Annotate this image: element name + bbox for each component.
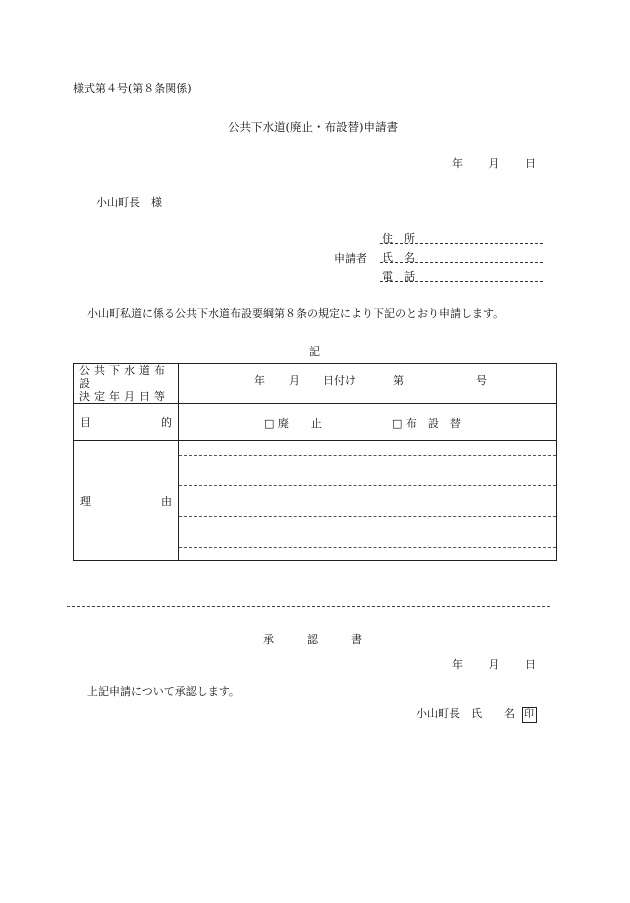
applicant-label: 申請者 (334, 252, 367, 265)
option-abolish-checkbox[interactable]: □ 廃 止 (264, 417, 322, 430)
ki-heading: 記 (309, 345, 320, 358)
row1-dai: 第 (393, 374, 404, 387)
reason-label-b: 由 (161, 494, 172, 508)
decision-date-label-line1: 公共下水道布設 (79, 364, 169, 390)
reason-row (74, 441, 557, 561)
reason-field[interactable] (179, 441, 557, 561)
decision-date-row (74, 364, 557, 404)
approval-text: 上記申請について承認します。 (87, 685, 240, 698)
purpose-field (179, 404, 557, 441)
phone-field[interactable] (380, 281, 543, 282)
application-table (73, 363, 557, 561)
date-month: 月 (488, 157, 500, 170)
reason-line-2 (179, 485, 556, 486)
reason-line-3 (179, 516, 556, 517)
approval-day: 日 (525, 658, 536, 671)
date-line (452, 155, 536, 171)
form-number: 様式第４号(第８条関係) (73, 82, 192, 95)
decision-date-field[interactable] (179, 364, 557, 404)
approval-year: 年 (452, 658, 463, 671)
row1-day: 日付け (323, 374, 356, 387)
date-year: 年 (452, 157, 463, 170)
reason-line-4 (179, 547, 556, 548)
date-day: 日 (525, 157, 536, 170)
reason-label (74, 441, 179, 561)
document-title: 公共下水道(廃止・布設替)申請書 (228, 120, 398, 134)
phone-label: 電 話 (382, 270, 415, 283)
row1-go: 号 (476, 374, 487, 387)
approval-title: 承 認 書 (263, 633, 362, 646)
name-label: 氏 名 (382, 251, 415, 264)
purpose-label (74, 404, 179, 441)
address-field[interactable] (380, 243, 543, 244)
decision-date-label-line2: 決定年月日等 (79, 390, 169, 403)
approval-month: 月 (488, 658, 500, 671)
cut-line (67, 606, 550, 607)
approval-signer (416, 705, 537, 723)
reason-line-1 (179, 455, 556, 456)
reason-label-a: 理 (80, 494, 91, 508)
purpose-row (74, 404, 557, 441)
name-field[interactable] (380, 262, 543, 263)
request-text: 小山町私道に係る公共下水道布設要綱第８条の規定により下記のとおり申請します。 (87, 307, 505, 320)
seal-stamp: 印 (522, 707, 537, 723)
approval-date-line (452, 656, 536, 672)
address-label: 住 所 (382, 232, 415, 245)
signer-label: 小山町長 氏 名 (416, 707, 515, 720)
option-relay-checkbox[interactable]: □ 布 設 替 (392, 417, 461, 430)
row1-year: 年 (254, 374, 265, 387)
addressee: 小山町長 様 (96, 196, 162, 209)
decision-date-label (74, 364, 179, 404)
purpose-label-b: 的 (161, 416, 172, 429)
row1-month: 月 (289, 374, 300, 387)
purpose-label-a: 目 (80, 416, 91, 429)
